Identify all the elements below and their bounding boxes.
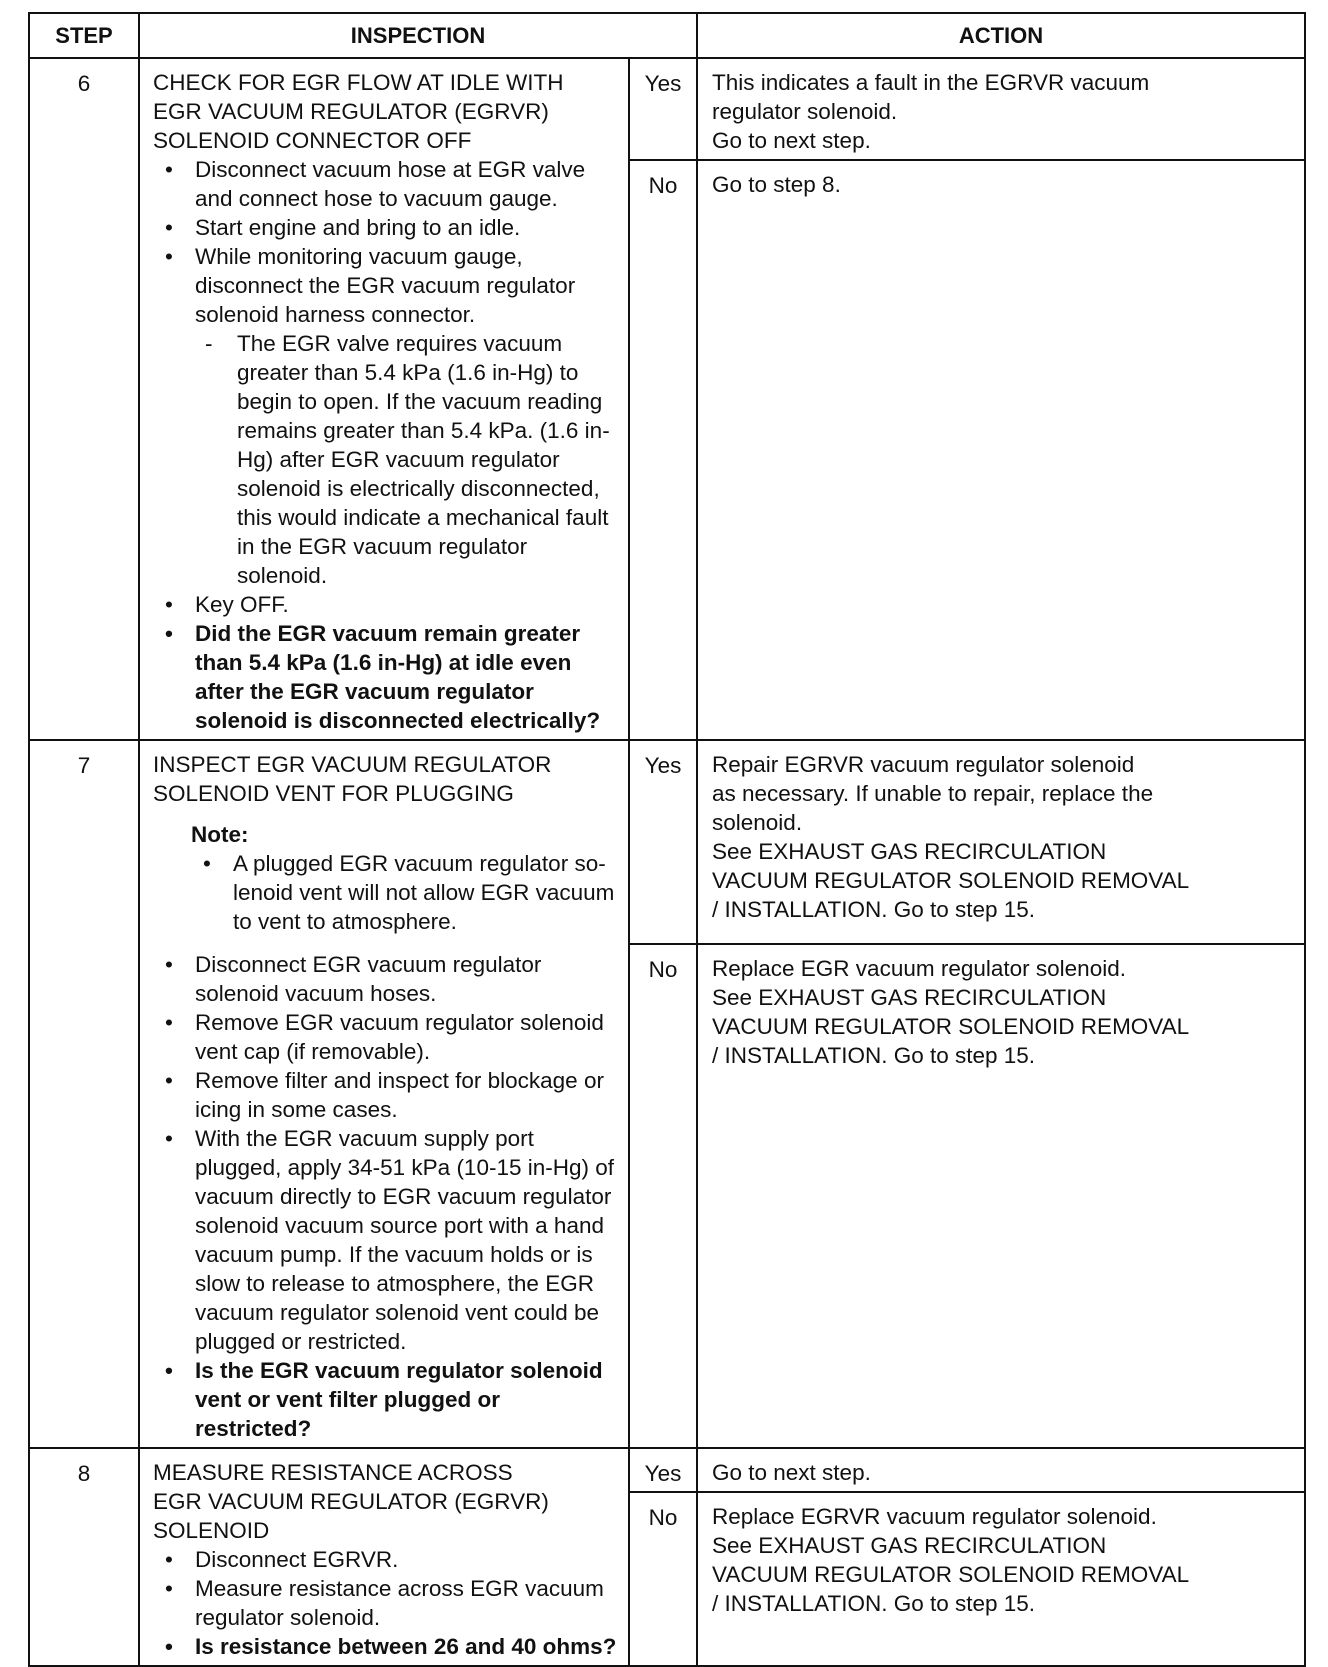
action-line: / INSTALLATION. Go to step 15. xyxy=(712,897,1036,922)
heading-line: SOLENOID xyxy=(153,1518,270,1543)
action-line: / INSTALLATION. Go to step 15. xyxy=(712,1043,1036,1068)
bullet-item: • Measure resistance across EGR vacuum regulator solenoid. xyxy=(153,1574,618,1632)
action-line: VACUUM REGULATOR SOLENOID REMOVAL xyxy=(712,1562,1190,1587)
bullet-item: • Key OFF. xyxy=(153,590,618,619)
action-line: Go to step 8. xyxy=(712,172,841,197)
bullet-item: • Remove filter and inspect for blockage or icing in some cases. xyxy=(153,1066,618,1124)
step-number: 7 xyxy=(29,740,139,1448)
note-title: Note: xyxy=(191,822,249,847)
note-block xyxy=(191,820,618,936)
heading-line: EGR VACUUM REGULATOR (EGRVR) xyxy=(153,1489,549,1514)
inspection-cell xyxy=(139,1448,629,1666)
step-7-yes-row xyxy=(29,740,1305,944)
yes-label: Yes xyxy=(629,1448,697,1492)
action-line: See EXHAUST GAS RECIRCULATION xyxy=(712,985,1107,1010)
heading-line: SOLENOID CONNECTOR OFF xyxy=(153,128,472,153)
inspection-bullets xyxy=(153,155,618,329)
no-action xyxy=(697,160,1305,740)
yes-label: Yes xyxy=(629,58,697,160)
header-step: STEP xyxy=(29,13,139,58)
question-bullet: • Is the EGR vacuum regulator solenoid vent or vent filter plugged or restricted? xyxy=(153,1356,618,1443)
no-label: No xyxy=(629,160,697,740)
action-line: Replace EGR vacuum regulator solenoid. xyxy=(712,956,1126,981)
bullet-item: • Remove EGR vacuum regulator solenoid vent cap (if removable). xyxy=(153,1008,618,1066)
no-label: No xyxy=(629,1492,697,1666)
inspection-heading xyxy=(153,68,618,155)
no-action xyxy=(697,944,1305,1448)
action-line: / INSTALLATION. Go to step 15. xyxy=(712,1591,1036,1616)
heading-line: MEASURE RESISTANCE ACROSS xyxy=(153,1460,513,1485)
step-8-yes-row xyxy=(29,1448,1305,1492)
action-line: See EXHAUST GAS RECIRCULATION xyxy=(712,1533,1107,1558)
action-line: Replace EGRVR vacuum regulator solenoid. xyxy=(712,1504,1157,1529)
action-line: Go to next step. xyxy=(712,128,871,153)
yes-action xyxy=(697,58,1305,160)
heading-line: EGR VACUUM REGULATOR (EGRVR) xyxy=(153,99,549,124)
no-action xyxy=(697,1492,1305,1666)
diagnostic-table xyxy=(28,12,1306,1667)
yes-action xyxy=(697,740,1305,944)
inspection-cell xyxy=(139,740,629,1448)
inspection-heading xyxy=(153,1458,618,1545)
step-number: 6 xyxy=(29,58,139,740)
inspection-bullets xyxy=(153,590,618,735)
bullet-item: • With the EGR vacuum supply port plugged, apply 34-51 kPa (10-15 in-Hg) of vacuum directly to EGR vacuum regulator solenoid vacuum source port with a hand vacuum pump. If the vacuum holds or is slow to release to atmosphere, the EGR vacuum regulator solenoid vent could be plugged or restricted. xyxy=(153,1124,618,1356)
header-action: ACTION xyxy=(697,13,1305,58)
inspection-bullets xyxy=(153,1545,618,1661)
bullet-item: • Start engine and bring to an idle. xyxy=(153,213,618,242)
action-line: See EXHAUST GAS RECIRCULATION xyxy=(712,839,1107,864)
question-bullet: • Is resistance between 26 and 40 ohms? xyxy=(153,1632,618,1661)
bullet-item: • Disconnect vacuum hose at EGR valve and connect hose to vacuum gauge. xyxy=(153,155,618,213)
bullet-item: • While monitoring vacuum gauge, disconnect the EGR vacuum regulator solenoid harness connector. xyxy=(153,242,618,329)
action-line: This indicates a fault in the EGRVR vacuum xyxy=(712,70,1150,95)
sub-bullet: - The EGR valve requires vacuum greater than 5.4 kPa (1.6 in-Hg) to begin to open. If the vacuum reading remains greater than 5.4 kPa. (1.6 in-Hg) after EGR vacuum regulator solenoid is electrically disconnected, this would indicate a mechanical fault in the EGR vacuum regulator solenoid. xyxy=(195,329,618,590)
step-number: 8 xyxy=(29,1448,139,1666)
no-label: No xyxy=(629,944,697,1448)
inspection-cell xyxy=(139,58,629,740)
step-6-yes-row xyxy=(29,58,1305,160)
header-row xyxy=(29,13,1305,58)
action-line: VACUUM REGULATOR SOLENOID REMOVAL xyxy=(712,1014,1190,1039)
action-line: solenoid. xyxy=(712,810,803,835)
action-line: as necessary. If unable to repair, replace the xyxy=(712,781,1154,806)
bullet-item: • Disconnect EGRVR. xyxy=(153,1545,618,1574)
heading-line: INSPECT EGR VACUUM REGULATOR xyxy=(153,752,552,777)
yes-action xyxy=(697,1448,1305,1492)
inspection-bullets xyxy=(153,950,618,1443)
question-bullet: • Did the EGR vacuum remain greater than 5.4 kPa (1.6 in-Hg) at idle even after the EGR vacuum regulator solenoid is disconnected electrically? xyxy=(153,619,618,735)
heading-line: CHECK FOR EGR FLOW AT IDLE WITH xyxy=(153,70,564,95)
action-line: Go to next step. xyxy=(712,1460,871,1485)
action-line: regulator solenoid. xyxy=(712,99,898,124)
yes-label: Yes xyxy=(629,740,697,944)
heading-line: SOLENOID VENT FOR PLUGGING xyxy=(153,781,514,806)
header-inspection: INSPECTION xyxy=(139,13,697,58)
action-line: VACUUM REGULATOR SOLENOID REMOVAL xyxy=(712,868,1190,893)
action-line: Repair EGRVR vacuum regulator solenoid xyxy=(712,752,1135,777)
inspection-heading xyxy=(153,750,618,808)
note-text: • A plugged EGR vacuum regulator so-lenoid vent will not allow EGR vacuum to vent to atmosphere. xyxy=(191,849,618,936)
bullet-item: • Disconnect EGR vacuum regulator solenoid vacuum hoses. xyxy=(153,950,618,1008)
note-bullets xyxy=(191,849,618,936)
